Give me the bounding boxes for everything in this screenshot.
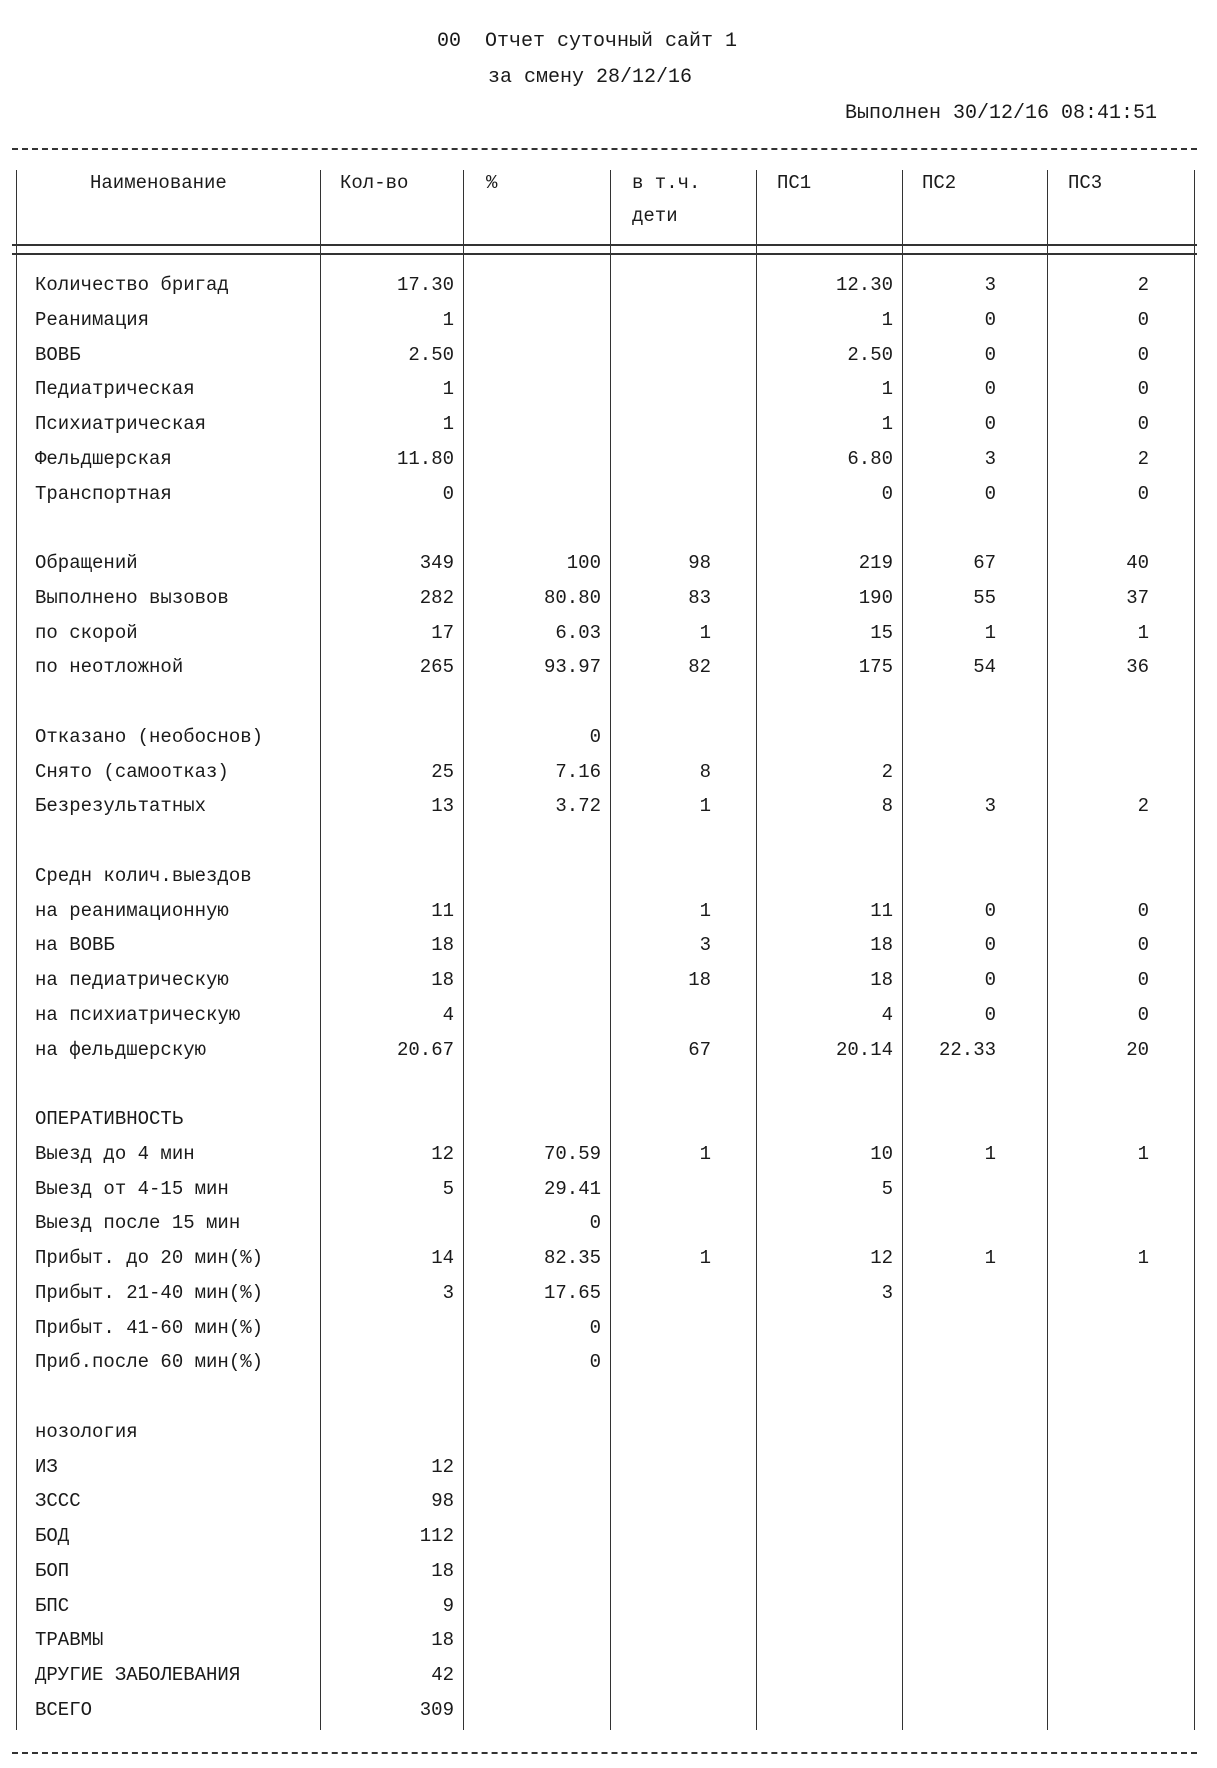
ps2-cell: 0 (984, 934, 996, 957)
row-name: на фельдшерскую (35, 1038, 207, 1061)
ps2-cell: 0 (984, 482, 996, 505)
row-name: Обращений (35, 552, 138, 574)
ps2-cell: 1 (984, 1142, 996, 1165)
ps1-cell: 175 (858, 656, 893, 679)
row-name: ВОВБ (35, 343, 81, 366)
qty-cell: 25 (431, 760, 454, 783)
ps2-cell: 3 (984, 274, 996, 296)
row-name: БОД (35, 1525, 70, 1547)
column-divider (610, 170, 611, 1730)
pct-cell: 29.41 (543, 1177, 601, 1200)
row-name: Безрезультатных (35, 795, 207, 818)
row-name: нозология (35, 1420, 138, 1443)
qty-cell: 17 (431, 621, 454, 644)
row-name: по скорой (35, 621, 138, 644)
row-name: на реанимационную (35, 899, 229, 922)
row-name: Выезд после 15 мин (35, 1212, 241, 1235)
ps2-cell: 3 (984, 795, 996, 818)
row-name: ДРУГИЕ ЗАБОЛЕВАНИЯ (35, 1664, 241, 1686)
ps2-cell: 54 (973, 656, 996, 679)
ps2-cell: 1 (984, 1247, 996, 1269)
children-cell: 82 (688, 656, 711, 679)
row-name: Реанимация (35, 308, 150, 331)
children-cell: 1 (699, 1247, 711, 1269)
row-name: Психиатрическая (35, 413, 207, 435)
column-divider (463, 170, 464, 1730)
column-divider (1194, 170, 1195, 1730)
children-cell: 67 (688, 1038, 711, 1061)
qty-cell: 17.30 (396, 274, 454, 296)
qty-cell: 1 (442, 308, 454, 331)
ps1-cell: 1 (881, 413, 893, 435)
col-header-ps1: ПС1 (777, 172, 812, 194)
row-name: Выезд от 4-15 мин (35, 1177, 229, 1200)
ps3-cell: 1 (1137, 1142, 1149, 1165)
column-divider (320, 170, 321, 1730)
pct-cell: 100 (566, 552, 601, 574)
ps3-cell: 0 (1137, 1003, 1149, 1026)
column-divider (756, 170, 757, 1730)
children-cell: 98 (688, 552, 711, 574)
col-header-pct: % (486, 172, 498, 194)
pct-cell: 0 (589, 1212, 601, 1235)
ps3-cell: 2 (1137, 447, 1149, 470)
qty-cell: 3 (442, 1281, 454, 1304)
qty-cell: 0 (442, 482, 454, 505)
qty-cell: 4 (442, 1003, 454, 1026)
ps3-cell: 36 (1126, 656, 1149, 679)
header-separator (12, 244, 1197, 255)
column-divider (16, 170, 17, 1730)
qty-cell: 349 (419, 552, 454, 574)
ps3-cell: 20 (1126, 1038, 1149, 1061)
qty-cell: 265 (419, 656, 454, 679)
ps2-cell: 55 (973, 586, 996, 609)
row-name: Приб.после 60 мин(%) (35, 1351, 264, 1374)
column-divider (902, 170, 903, 1730)
row-name: Прибыт. 41-60 мин(%) (35, 1316, 264, 1339)
ps2-cell: 0 (984, 343, 996, 366)
ps2-cell: 3 (984, 447, 996, 470)
qty-cell: 18 (431, 1629, 454, 1652)
pct-cell: 82.35 (543, 1247, 601, 1269)
top-dashed-rule (12, 148, 1197, 150)
ps3-cell: 0 (1137, 899, 1149, 922)
row-name: Прибыт. до 20 мин(%) (35, 1247, 264, 1269)
ps1-cell: 10 (870, 1142, 893, 1165)
row-name: Снято (самоотказ) (35, 760, 229, 783)
qty-cell: 309 (419, 1698, 454, 1721)
col-header-ps2: ПС2 (922, 172, 957, 194)
children-cell: 8 (699, 760, 711, 783)
ps1-cell: 15 (870, 621, 893, 644)
row-name: Педиатрическая (35, 378, 195, 401)
qty-cell: 11.80 (396, 447, 454, 470)
ps2-cell: 0 (984, 969, 996, 991)
row-name: на педиатрическую (35, 969, 229, 991)
qty-cell: 11 (431, 899, 454, 922)
ps3-cell: 0 (1137, 378, 1149, 401)
row-name: Выезд до 4 мин (35, 1142, 195, 1165)
ps1-cell: 4 (881, 1003, 893, 1026)
report-shift: за смену 28/12/16 (488, 66, 693, 89)
row-name: Отказано (необоснов) (35, 725, 264, 748)
row-name: по неотложной (35, 656, 184, 679)
row-name: Средн колич.выездов (35, 864, 252, 887)
qty-cell: 18 (431, 1559, 454, 1582)
row-name: ИЗ (35, 1455, 58, 1478)
qty-cell: 5 (442, 1177, 454, 1200)
row-name: БПС (35, 1594, 70, 1617)
row-name: Выполнено вызовов (35, 586, 229, 609)
pct-cell: 7.16 (555, 760, 601, 783)
ps1-cell: 5 (881, 1177, 893, 1200)
column-divider (1047, 170, 1048, 1730)
ps1-cell: 11 (870, 899, 893, 922)
ps3-cell: 0 (1137, 343, 1149, 366)
pct-cell: 3.72 (555, 795, 601, 818)
ps2-cell: 0 (984, 378, 996, 401)
ps1-cell: 0 (881, 482, 893, 505)
ps1-cell: 1 (881, 308, 893, 331)
row-name: ВСЕГО (35, 1698, 93, 1721)
ps1-cell: 1 (881, 378, 893, 401)
row-name: ТРАВМЫ (35, 1629, 104, 1652)
children-cell: 1 (699, 899, 711, 922)
children-cell: 3 (699, 934, 711, 957)
ps1-cell: 12 (870, 1247, 893, 1269)
qty-cell: 1 (442, 413, 454, 435)
pct-cell: 0 (589, 1316, 601, 1339)
row-name: Фельдшерская (35, 447, 172, 470)
pct-cell: 0 (589, 725, 601, 748)
qty-cell: 13 (431, 795, 454, 818)
ps3-cell: 0 (1137, 308, 1149, 331)
row-name: на психиатрическую (35, 1003, 241, 1026)
row-name: Прибыт. 21-40 мин(%) (35, 1281, 264, 1304)
qty-cell: 18 (431, 934, 454, 957)
ps3-cell: 2 (1137, 795, 1149, 818)
col-header-children-2: дети (632, 205, 678, 227)
row-name: Количество бригад (35, 274, 229, 296)
report-executed-timestamp: Выполнен 30/12/16 08:41:51 (845, 102, 1158, 125)
col-header-ps3: ПС3 (1068, 172, 1103, 194)
row-name: Транспортная (35, 482, 172, 505)
ps3-cell: 0 (1137, 969, 1149, 991)
ps2-cell: 22.33 (938, 1038, 996, 1061)
pct-cell: 6.03 (555, 621, 601, 644)
qty-cell: 2.50 (408, 343, 454, 366)
children-cell: 83 (688, 586, 711, 609)
qty-cell: 20.67 (396, 1038, 454, 1061)
ps2-cell: 0 (984, 413, 996, 435)
children-cell: 1 (699, 1142, 711, 1165)
ps1-cell: 18 (870, 969, 893, 991)
qty-cell: 14 (431, 1247, 454, 1269)
ps3-cell: 0 (1137, 934, 1149, 957)
qty-cell: 12 (431, 1455, 454, 1478)
qty-cell: 9 (442, 1594, 454, 1617)
children-cell: 18 (688, 969, 711, 991)
row-name: на ВОВБ (35, 934, 115, 957)
ps1-cell: 18 (870, 934, 893, 957)
row-name: ОПЕРАТИВНОСТЬ (35, 1108, 184, 1130)
qty-cell: 98 (431, 1490, 454, 1513)
pct-cell: 80.80 (543, 586, 601, 609)
ps1-cell: 3 (881, 1281, 893, 1304)
bottom-dashed-rule (12, 1752, 1197, 1754)
ps2-cell: 0 (984, 1003, 996, 1026)
ps2-cell: 0 (984, 899, 996, 922)
ps3-cell: 40 (1126, 552, 1149, 574)
ps3-cell: 2 (1137, 274, 1149, 296)
pct-cell: 93.97 (543, 656, 601, 679)
pct-cell: 17.65 (543, 1281, 601, 1304)
ps3-cell: 0 (1137, 482, 1149, 505)
qty-cell: 282 (419, 586, 454, 609)
qty-cell: 42 (431, 1664, 454, 1686)
children-cell: 1 (699, 621, 711, 644)
ps3-cell: 0 (1137, 413, 1149, 435)
ps1-cell: 12.30 (835, 274, 893, 296)
ps1-cell: 190 (858, 586, 893, 609)
ps2-cell: 0 (984, 308, 996, 331)
children-cell: 1 (699, 795, 711, 818)
ps1-cell: 8 (881, 795, 893, 818)
ps2-cell: 67 (973, 552, 996, 574)
ps1-cell: 219 (858, 552, 893, 574)
pct-cell: 70.59 (543, 1142, 601, 1165)
ps3-cell: 1 (1137, 621, 1149, 644)
ps2-cell: 1 (984, 621, 996, 644)
pct-cell: 0 (589, 1351, 601, 1374)
col-header-name: Наименование (90, 172, 227, 194)
qty-cell: 112 (419, 1525, 454, 1547)
col-header-children-1: в т.ч. (632, 172, 701, 194)
ps1-cell: 2.50 (847, 343, 893, 366)
ps1-cell: 2 (881, 760, 893, 783)
qty-cell: 18 (431, 969, 454, 991)
qty-cell: 12 (431, 1142, 454, 1165)
ps1-cell: 20.14 (835, 1038, 893, 1061)
ps3-cell: 1 (1137, 1247, 1149, 1269)
qty-cell: 1 (442, 378, 454, 401)
report-title: 00 Отчет суточный сайт 1 (437, 30, 738, 53)
ps1-cell: 6.80 (847, 447, 893, 470)
ps3-cell: 37 (1126, 586, 1149, 609)
row-name: ЗССС (35, 1490, 81, 1513)
col-header-qty: Кол-во (340, 172, 409, 194)
row-name: БОП (35, 1559, 70, 1582)
